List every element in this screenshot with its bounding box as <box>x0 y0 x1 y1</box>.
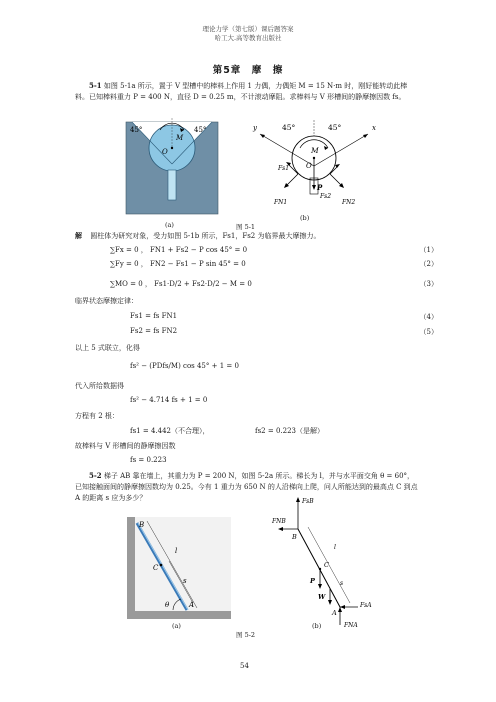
length-s-label: s <box>340 580 344 587</box>
equation-4-number: （4） <box>419 313 438 321</box>
problem-5-1 <box>75 80 420 103</box>
solution-intro: 解 圆柱体为研究对象，受力如图 5-1b 所示，Fs1，Fs2 为临界最大摩擦力。 <box>75 231 321 240</box>
header-title: 理论力学（第七版）课后题答案 <box>202 25 294 33</box>
figure-5-2b-label: (b) <box>312 622 322 630</box>
point-c-label: C <box>153 564 159 572</box>
figure-5-1a <box>118 118 224 220</box>
weight-label: P <box>317 183 323 192</box>
equation-5-number: （5） <box>419 328 438 336</box>
normal-a-label: FNA <box>344 622 358 629</box>
normal-2-label: FN2 <box>342 199 356 206</box>
equation-7: fs² − 4.714 fs + 1 = 0 <box>130 396 208 404</box>
figure-5-2a-label: (a) <box>172 622 181 630</box>
substitute-text: 代入所给数据得 <box>75 382 124 390</box>
equation-2: ∑Fy = 0 ， FN2 − Fs1 − P sin 45° = 0 <box>110 260 246 268</box>
figure-5-1b <box>248 118 380 222</box>
bar-handle <box>168 170 176 200</box>
critical-law: 临界状态摩擦定律： <box>75 297 138 305</box>
angle-label-left: 45° <box>130 126 143 134</box>
problem-label: 5-1 <box>89 81 102 90</box>
angle-theta-label: θ <box>165 601 170 609</box>
friction-2-label: Fs2 <box>320 193 332 200</box>
point-c-label: C <box>324 561 329 569</box>
equation-2-number: （2） <box>419 260 438 268</box>
equation-1: ∑Fx = 0 ， FN1 + Fs2 − P cos 45° = 0 <box>110 246 248 254</box>
wall <box>127 517 135 617</box>
y-axis-label: y <box>253 124 257 132</box>
solution-label: 解 <box>75 231 82 240</box>
moment-label: M <box>311 146 319 155</box>
figure-5-1a-label: (a) <box>165 221 174 229</box>
moment-label: M <box>176 134 184 142</box>
length-l-label: l <box>175 547 178 555</box>
header-publisher: 哈工大.高等教育出版社 <box>214 34 282 42</box>
angle-label-right: 45° <box>328 123 342 132</box>
root-1: fs1 = 4.442（不合理）， <box>130 427 210 435</box>
friction-b-label: FNB <box>272 518 286 525</box>
x-axis-label: x <box>372 124 376 132</box>
angle-label-right: 45° <box>194 126 207 134</box>
problem-label: 5-2 <box>89 471 102 480</box>
combine-text: 以上 5 式联立，化得 <box>75 344 140 352</box>
equation-4: Fs1 = fs FN1 <box>130 312 178 320</box>
angle-label-left: 45° <box>282 123 296 132</box>
point-b-label: B <box>292 533 297 541</box>
point-a-label: A <box>332 609 337 617</box>
floor <box>127 611 231 619</box>
equation-5: Fs2 = fs FN2 <box>130 327 178 335</box>
length-s-label: s <box>183 577 187 585</box>
normal-b-label: FsB <box>302 498 314 505</box>
chapter-title: 第5章 摩 擦 <box>212 65 284 76</box>
problem-text: 梯子 AB 靠在墙上，其重力为 P = 200 N，如图 5-2a 所示。梯长为 l，并与水平面交角 θ = 60°，已知接触面间的静摩擦因数均为 0.25。今有 1 重力为 650 N 的人沿梯向上爬，问人所能达到的最高点 C 到点 A 的距离 s 应为多少？ <box>75 472 418 502</box>
friction-1-label: Fs1 <box>278 165 290 172</box>
equation-3-number: （3） <box>419 280 438 288</box>
equation-6: fs² − (PDfs/M) cos 45° + 1 = 0 <box>130 362 239 370</box>
weight-p-label: P <box>310 577 315 585</box>
roots-text: 方程有 2 根： <box>75 412 119 420</box>
weight-w-label: W <box>318 593 326 601</box>
friction-a-label: FsA <box>360 602 372 609</box>
length-l-label: l <box>334 544 336 551</box>
center-label: O <box>162 148 168 156</box>
result-text: 故棒料与 V 形槽间的静摩擦因数 <box>75 442 176 450</box>
page-number: 54 <box>240 662 249 670</box>
figure-5-1-caption: 图 5-1 <box>236 223 256 231</box>
result-value: fs = 0.223 <box>130 456 167 464</box>
figure-5-2-caption: 图 5-2 <box>236 631 256 639</box>
normal-1-label: FN1 <box>274 199 288 206</box>
problem-text: 如图 5-1a 所示，置于 V 型槽中的棒料上作用 1 力偶，力偶矩 M = 15 N·m 时，刚好能转动此棒料。已知棒料重力 P = 400 N，直径 D = 0.25 m，不计滚动摩阻。求棒料与 V 形槽间的静摩擦因数 fs。 <box>75 82 408 101</box>
equation-1-number: （1） <box>419 246 438 254</box>
point-a-label: A <box>189 601 195 609</box>
equation-3: ∑MO = 0 ， Fs1·D/2 + Fs2·D/2 − M = 0 <box>110 280 252 288</box>
figure-5-2b <box>268 495 378 635</box>
figure-5-2a <box>125 515 233 623</box>
point-b-label: B <box>139 521 145 529</box>
center-label: O <box>306 162 312 170</box>
figure-5-1b-label: (b) <box>300 214 310 222</box>
root-2: fs2 = 0.223（是解） <box>255 427 324 435</box>
